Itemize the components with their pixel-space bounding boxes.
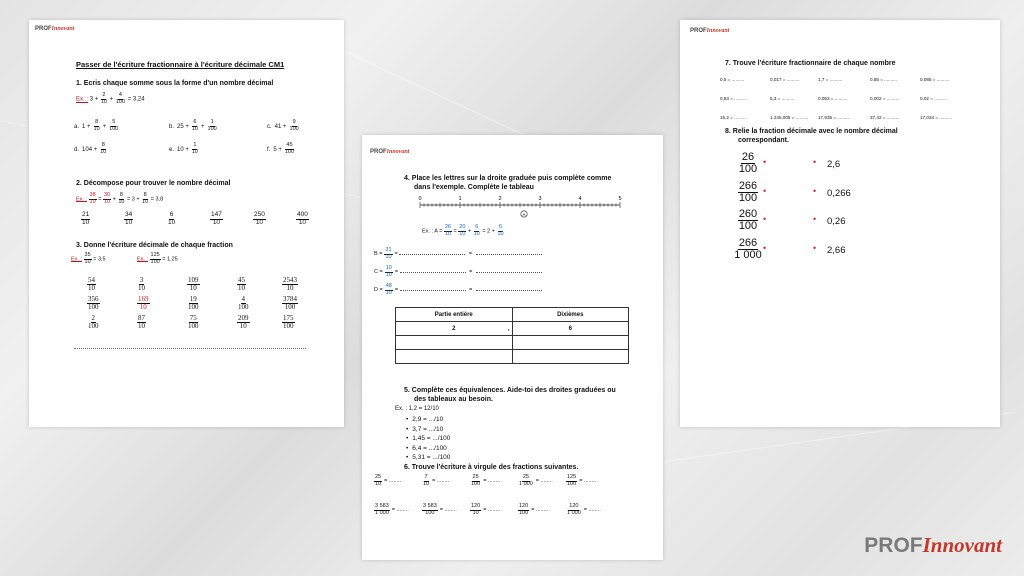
fraction: $\frac{250}{10}$ [254,211,265,226]
number-line-label: 2 [498,196,502,202]
q8-decimal: 0,26 [827,216,846,227]
fraction: $\frac{260}{100}$ [738,208,758,232]
match-dot-right[interactable]: • [813,185,817,196]
answer-blank[interactable]: = ........ [439,507,457,514]
q3-fraction [237,296,250,311]
fraction: $\frac{3}{10}$ [138,276,145,292]
table-header-whole: Partie entière [396,308,513,322]
bullet-icon: • [406,444,409,452]
page-logo: PROFInnovant [370,149,410,155]
table-header-tenths: Dixièmes [512,308,629,322]
q1-item: b. 25 + $\frac{6}{10}$ + $\frac{1}{100}$ [169,119,217,132]
q3-fraction [87,315,100,330]
q4-title-line-2: dans l'exemple. Complète le tableau [414,184,534,191]
fraction: $\frac{54}{10}$ [88,276,95,292]
q4-row: B = $\frac{31}{10}$ = = [374,248,542,260]
fraction: $\frac{21}{10}$ [82,211,90,226]
page-logo: PROFInnovant [35,26,75,32]
q3-fraction [237,315,250,330]
q6-item [518,504,548,516]
number-line-label: 5 [618,196,622,202]
bullet-icon: • [406,425,409,433]
q3-fraction [87,296,100,311]
answer-blank[interactable]: = ........ [531,507,549,514]
fraction: $\frac{3 583}{100}$ [423,503,437,516]
q2-fraction [253,212,266,226]
q3-fraction [237,277,246,292]
q2-fraction [167,212,176,226]
table-cell[interactable] [512,350,629,364]
q4-row: D = $\frac{48}{10}$ = = [374,284,542,296]
fraction: $\frac{175}{100}$ [283,314,294,330]
answer-blank[interactable] [400,272,466,273]
match-dot-left[interactable]: • [763,157,767,167]
fraction: $\frac{3 583}{1 000}$ [375,503,389,516]
answer-blank[interactable]: = ........ [483,478,501,485]
fraction: $\frac{25}{100}$ [471,474,481,487]
match-dot-left[interactable]: • [763,214,767,224]
fraction: $\frac{48}{10}$ [385,283,392,296]
q5-item: • 5,31 = .../100 [406,454,451,461]
q5-example: Ex. : 1,2 = 12/10 [395,406,439,412]
fraction: $\frac{8}{10}$ [100,142,107,155]
fraction: $\frac{4}{100}$ [238,295,249,311]
q7-item[interactable]: 5,3 = .......... [770,96,795,101]
q7-item[interactable]: 17,034 = .......... [920,115,953,120]
q7-title: 7. Trouve l'écriture fractionnaire de chaque nombre [725,60,896,67]
q3-example-2: Ex. : $\frac{125}{100}$ = 1,25 [137,252,178,265]
answer-blank[interactable]: = ........ [583,507,601,514]
fraction: $\frac{5}{100}$ [109,119,119,132]
point-a-label: A [522,212,526,217]
fraction: $\frac{45}{100}$ [284,142,295,155]
fraction: $\frac{19}{100}$ [188,295,199,311]
answer-blank[interactable]: = ........ [483,507,501,514]
q3-fraction [187,296,200,311]
q6-item [518,475,553,487]
q2-fraction [296,212,309,226]
table-cell[interactable] [396,336,513,350]
fraction: $\frac{25}{1 000}$ [519,474,533,487]
q1-item: a. 1 + $\frac{8}{10}$ + $\frac{5}{100}$ [74,119,119,132]
q3-title: 3. Donne l'écriture décimale de chaque fraction [76,242,233,249]
fraction: $\frac{266}{100}$ [738,179,758,204]
fraction: $\frac{356}{100}$ [88,295,99,311]
q5-title-line-2: des tableaux au besoin. [414,396,493,403]
fraction: $\frac{1}{10}$ [191,142,198,155]
q3-fraction [282,315,295,330]
fraction: $\frac{2543}{10}$ [283,276,297,292]
answer-blank[interactable] [476,272,542,273]
fraction: $\frac{26}{100}$ [738,151,758,175]
fraction: $\frac{109}{10}$ [188,276,199,292]
q4-row: C = $\frac{10}{10}$ = = [374,266,542,278]
q3-fraction [187,315,200,330]
answer-blank[interactable] [399,254,465,255]
q2-fraction [210,212,223,226]
q4-example: Ex. : A = $\frac{26}{10}$ = $\frac{20}{10}$ + $\frac{6}{10}$ = 2 + $\frac{6}{10}$ [422,224,504,237]
fraction: $\frac{1}{100}$ [207,119,217,132]
fraction: $\frac{2}{100}$ [88,314,99,330]
tenths-table [395,307,629,364]
answer-blank[interactable] [476,254,542,255]
q8-title-line-1: 8. Relie la fraction décimale avec le nombre décimal [725,128,898,135]
answer-line [74,348,306,349]
fraction: $\frac{209}{10}$ [238,314,249,330]
match-dot-left[interactable]: • [763,185,767,196]
fraction: $\frac{400}{10}$ [297,211,308,226]
bullet-icon: • [406,435,409,442]
q5-item: • 2,9 = .../10 [406,416,444,423]
q3-fraction [187,277,200,292]
number-line-label: 1 [458,196,462,202]
q7-item[interactable]: 17,935 = .......... [818,115,851,120]
q8-title-line-2: correspondant. [738,137,789,144]
q6-item [374,475,401,487]
fraction: $\frac{125}{100}$ [567,474,577,487]
page-title: Passer de l'écriture fractionnaire à l'écriture décimale CM1 [76,60,285,69]
q6-item [374,504,409,516]
q3-fraction [137,296,150,311]
fraction: $\frac{120}{10}$ [471,503,481,516]
q5-item: • 6,4 = .../100 [406,444,447,452]
number-line [414,193,626,227]
number-line-label: 3 [538,196,542,202]
q7-item[interactable]: 0,02 = .......... [920,96,947,101]
q3-fraction [87,277,96,292]
fraction: $\frac{45}{10}$ [238,276,245,292]
match-dot-right[interactable]: • [813,157,817,167]
fraction: $\frac{3784}{100}$ [283,295,297,311]
q7-item[interactable]: 1 245,005 = .......... [770,115,809,120]
q6-item [422,475,449,487]
fraction: $\frac{169}{10}$ [138,295,149,311]
q7-item[interactable]: 1,7 = .......... [818,77,843,82]
answer-blank[interactable]: = ........ [579,478,597,485]
q3-fraction [137,277,146,292]
worksheet-page-3 [680,20,1000,427]
answer-blank[interactable]: = ........ [535,478,553,485]
worksheet-page-1 [29,20,344,427]
q7-item[interactable]: 0,85 = .......... [870,77,897,82]
table-cell[interactable]: 6 [512,322,629,336]
q3-example-1: Ex. : $\frac{35}{10}$ = 3,5 [71,252,106,265]
fraction: $\frac{7}{10}$ [423,474,430,487]
q8-fraction [728,152,768,175]
q1-item: d. 104 + $\frac{8}{10}$ [74,142,107,155]
fraction: $\frac{75}{100}$ [188,314,199,330]
fraction: $\frac{8}{10}$ [93,119,100,132]
q7-item[interactable]: 0,017 = .......... [770,77,800,82]
q7-item[interactable]: 15,2 = .......... [720,115,747,120]
q6-item [566,504,601,516]
table-cell[interactable] [512,336,629,350]
table-cell[interactable] [396,350,513,364]
answer-blank[interactable] [400,290,466,291]
q1-example: Ex. : 3 + $\frac{2}{10}$ + $\frac{4}{100}$ = 3,24 [76,92,145,105]
fraction: $\frac{6}{10}$ [191,119,198,132]
q2-example: Ex. : $\frac{38}{10}$ = $\frac{30}{10}$ + $\frac{8}{10}$ = 3 + $\frac{8}{10}$ = 3,8 [76,192,164,205]
answer-blank[interactable] [476,290,542,291]
q8-fraction [728,238,768,261]
q7-item[interactable]: 0,053 = .......... [818,96,848,101]
q1-item: e. 10 + $\frac{1}{10}$ [169,142,198,155]
fraction: $\frac{120}{1 000}$ [567,503,581,516]
q6-title: 6. Trouve l'écriture à virgule des fractions suivantes. [404,464,579,471]
fraction: $\frac{31}{10}$ [385,247,392,260]
match-dot-right[interactable]: • [813,214,817,224]
answer-blank[interactable]: = ........ [391,507,409,514]
brand-logo: PROFInnovant [864,533,1002,557]
match-dot-left[interactable]: • [763,242,767,253]
q7-item[interactable]: 0,5 = .......... [720,77,745,82]
q6-item [470,475,500,487]
q2-fraction [81,212,90,226]
page-logo: PROFInnovant [690,28,730,34]
q6-item [422,504,457,516]
q2-fraction [124,212,133,226]
q8-decimal: 2,6 [827,159,841,170]
fraction: $\frac{25}{10}$ [375,474,382,487]
q8-decimal: 0,266 [827,187,851,199]
table-cell[interactable]: 2 , [396,322,513,336]
q6-item [470,504,500,516]
match-dot-right[interactable]: • [813,242,817,253]
q7-item[interactable]: 0,085 = .......... [920,77,950,82]
q8-decimal: 2,66 [827,244,846,256]
bullet-icon: • [406,454,409,461]
q2-title: 2. Décompose pour trouver le nombre décimal [76,180,231,187]
q7-item[interactable]: 0,53 = .......... [720,96,747,101]
fraction: $\frac{6}{10}$ [168,211,176,226]
q3-fraction [137,315,146,330]
answer-blank[interactable]: = ........ [384,478,402,485]
q7-item[interactable]: 0,002 = .......... [870,96,900,101]
fraction: $\frac{10}{10}$ [385,265,392,278]
fraction: $\frac{147}{10}$ [211,211,222,226]
number-line-label: 0 [418,196,422,202]
fraction: $\frac{120}{100}$ [519,503,529,516]
q8-fraction [728,181,768,204]
q3-fraction [282,277,298,292]
fraction: $\frac{87}{10}$ [138,314,145,330]
q1-title: 1. Ecris chaque somme sous la forme d'un nombre décimal [76,80,274,87]
q8-fraction [728,209,768,232]
q5-item: • 3,7 = .../10 [406,425,444,433]
q3-fraction [282,296,298,311]
fraction: $\frac{34}{10}$ [125,211,133,226]
bullet-icon: • [406,416,409,423]
worksheet-page-2 [362,135,663,560]
q5-title-line-1: 5. Complète ces équivalences. Aide-toi des droites graduées ou [404,387,616,394]
q4-title-line-1: 4. Place les lettres sur la droite graduée puis complète comme [404,175,612,182]
fraction: $\frac{266}{1 000}$ [734,236,762,261]
q7-item[interactable]: 37,42 = .......... [870,115,900,120]
q5-item: • 1,45 = .../100 [406,435,451,442]
answer-blank[interactable]: = ........ [432,478,450,485]
fraction: $\frac{9}{100}$ [289,119,299,132]
number-line-label: 4 [578,196,582,202]
q1-item: f. 5 + $\frac{45}{100}$ [267,142,295,155]
q1-item: c. 41 + $\frac{9}{100}$ [267,119,299,132]
q6-item [566,475,596,487]
